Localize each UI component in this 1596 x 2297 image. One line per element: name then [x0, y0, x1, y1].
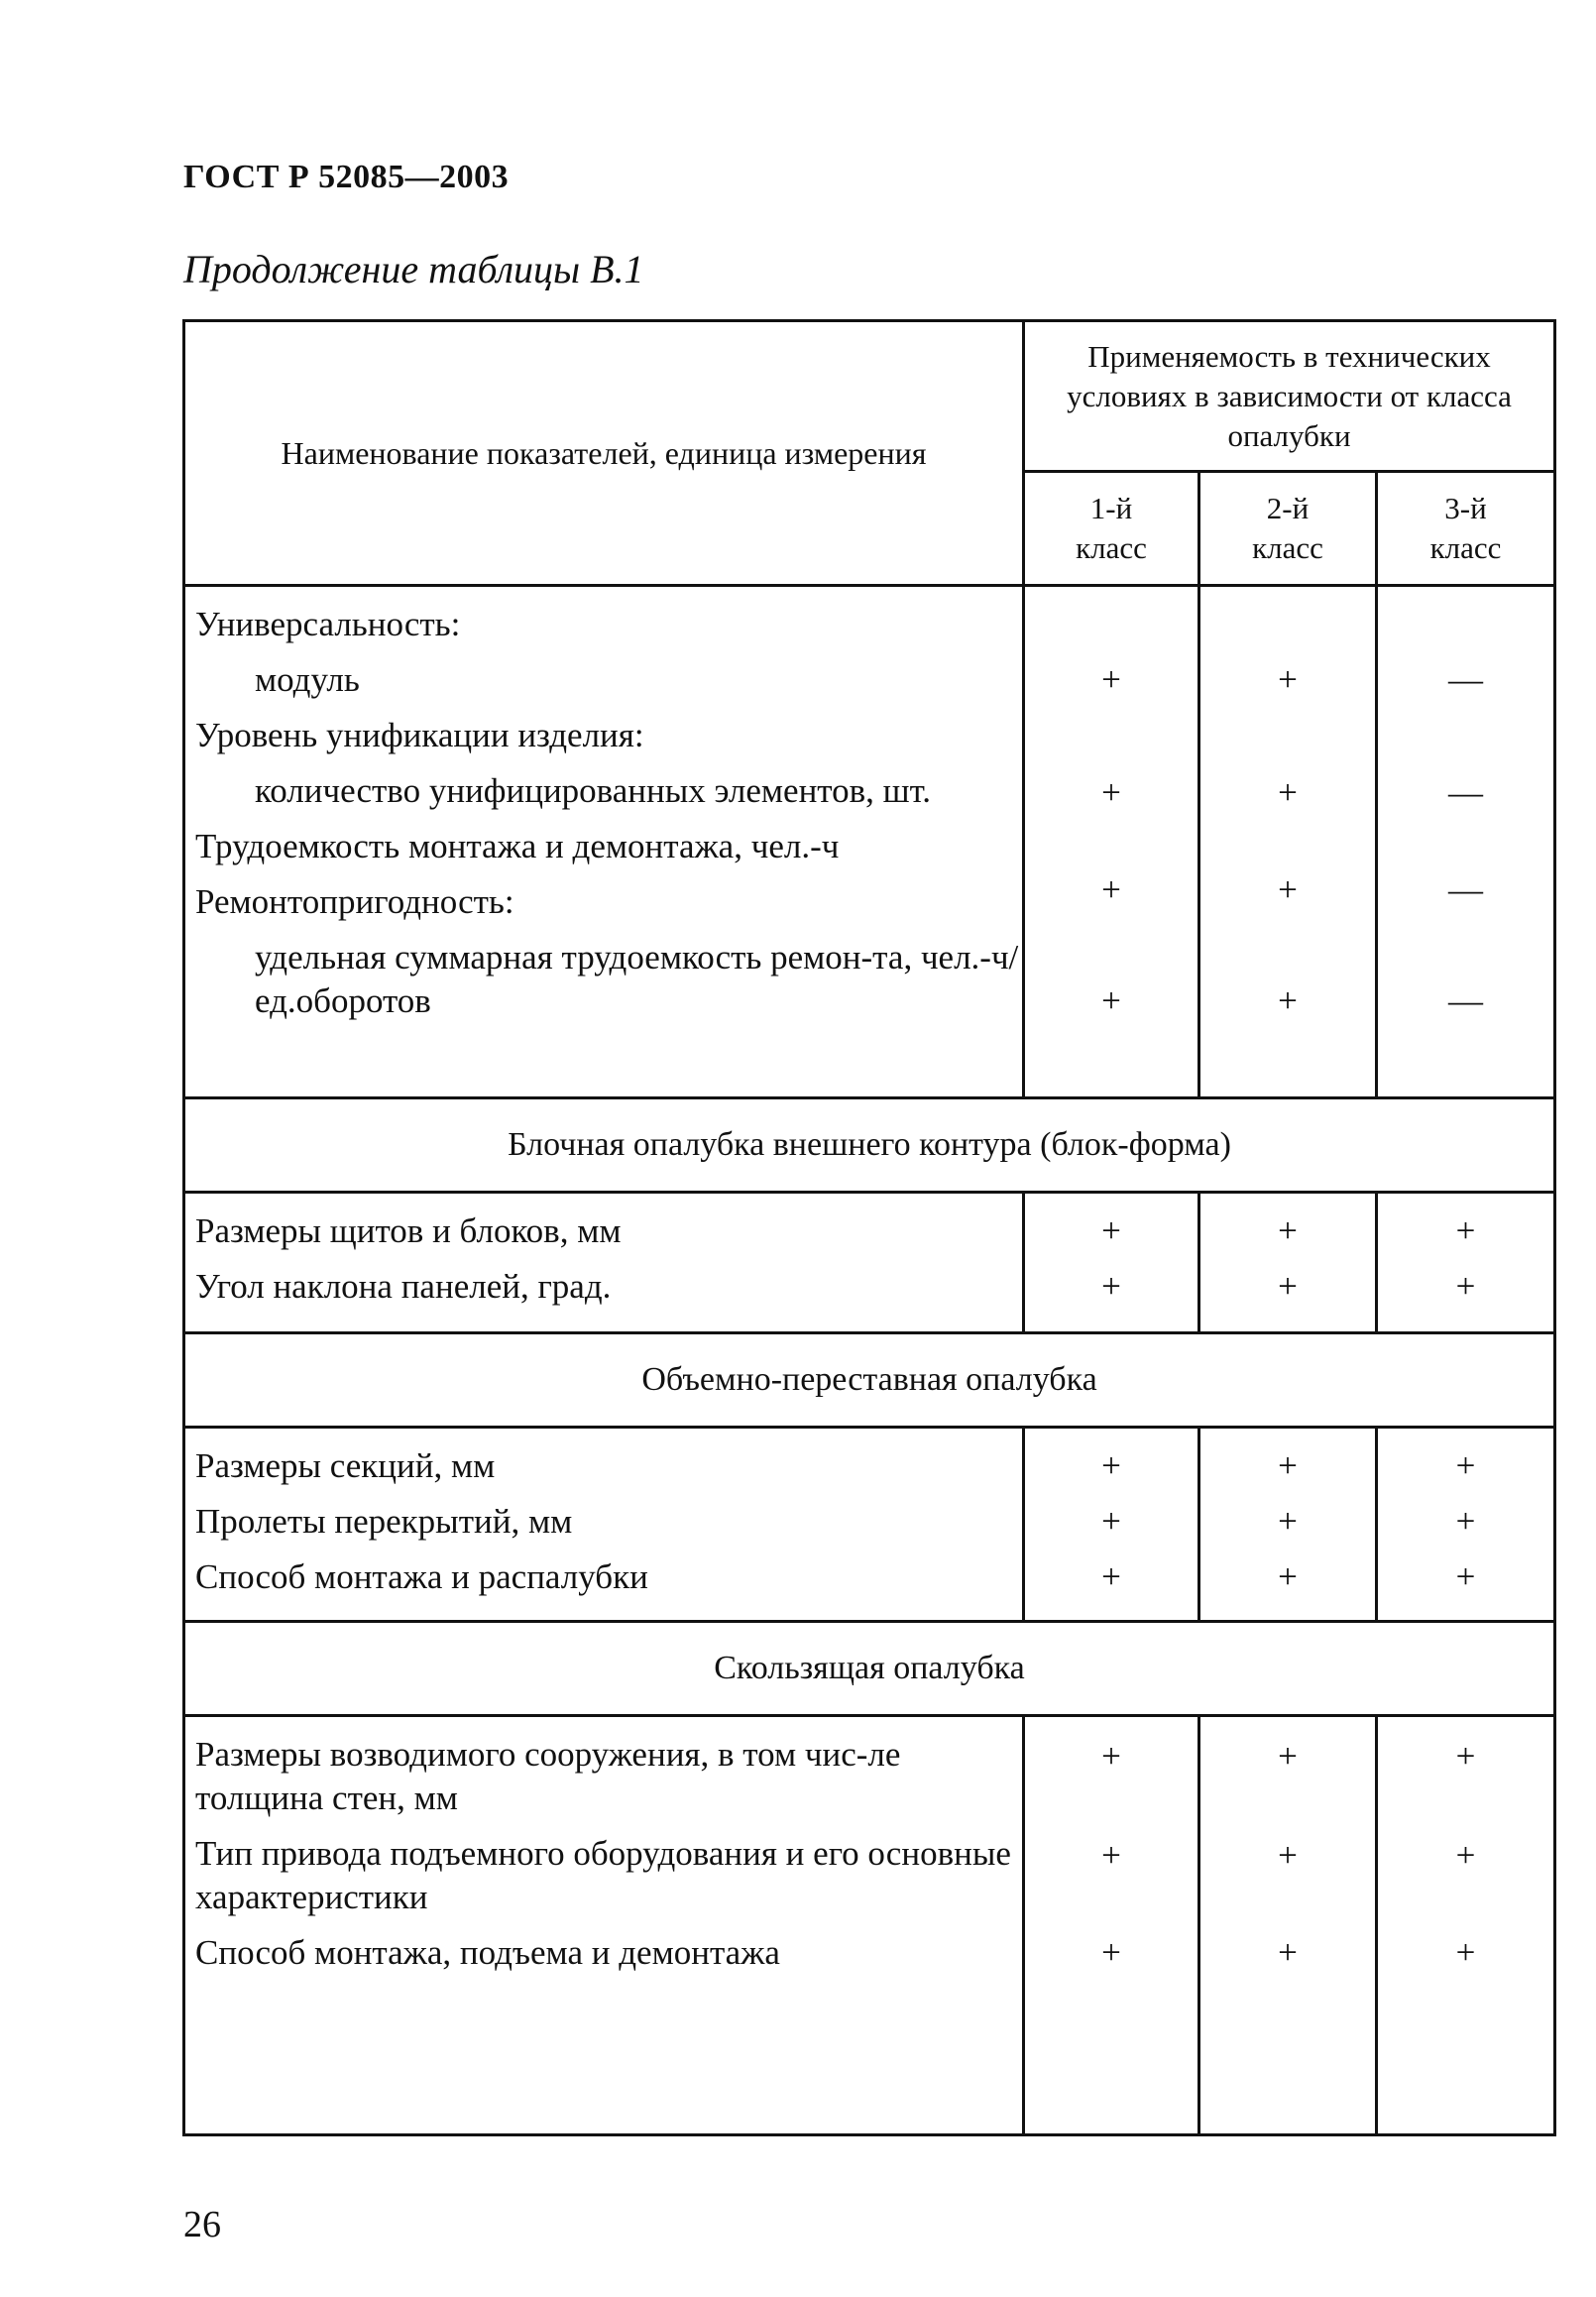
group-volume-class-3 [1377, 1428, 1555, 1622]
row-label: Размеры щитов и блоков, мм [195, 1211, 622, 1250]
applicability-mark: + [1101, 870, 1121, 909]
header-class-3: 3-й класс [1377, 472, 1555, 586]
section-title-volume-formwork: Объемно-переставная опалубка [184, 1333, 1555, 1428]
applicability-mark: + [1278, 660, 1298, 699]
applicability-mark: + [1455, 1557, 1476, 1596]
section-title-block-formwork: Блочная опалубка внешнего контура (блок-форма) [184, 1098, 1555, 1193]
row-label: Способ монтажа и распалубки [195, 1557, 648, 1596]
applicability-mark: + [1278, 1737, 1298, 1776]
row-label: Угол наклона панелей, град. [195, 1267, 612, 1306]
applicability-mark: + [1101, 1737, 1121, 1776]
applicability-mark: + [1455, 1211, 1476, 1250]
applicability-mark: + [1101, 1557, 1121, 1596]
row-label: Способ монтажа, подъема и демонтажа [195, 1933, 780, 1972]
header-applicability: Применяемость в технических условиях в зависимости от класса опалубки [1024, 321, 1555, 472]
group-general-class-2 [1199, 586, 1377, 1098]
applicability-mark: — [1448, 773, 1483, 812]
applicability-mark: — [1448, 981, 1483, 1020]
header-class-2: 2-й класс [1199, 472, 1377, 586]
applicability-mark: + [1455, 1737, 1476, 1776]
group-sliding-class-2 [1199, 1716, 1377, 2135]
applicability-mark: — [1448, 660, 1483, 699]
applicability-mark: + [1101, 981, 1121, 1020]
applicability-mark: + [1101, 1267, 1121, 1306]
applicability-mark: + [1455, 1502, 1476, 1541]
applicability-mark: — [1448, 870, 1483, 909]
group-volume-formwork [184, 1428, 1555, 1622]
row-label: удельная суммарная трудоемкость ремон-та, чел.-ч/ед.оборотов [255, 938, 1019, 1020]
group-block-names [184, 1193, 1024, 1333]
applicability-mark: + [1455, 1836, 1476, 1875]
applicability-mark: + [1101, 1211, 1121, 1250]
group-block-class-3 [1377, 1193, 1555, 1333]
applicability-mark: + [1278, 1267, 1298, 1306]
applicability-mark: + [1278, 1211, 1298, 1250]
applicability-mark: + [1278, 1557, 1298, 1596]
applicability-mark: + [1455, 1446, 1476, 1485]
header-class-1: 1-й класс [1024, 472, 1199, 586]
row-label: Трудоемкость монтажа и демонтажа, чел.-ч [195, 827, 840, 865]
applicability-mark: + [1278, 1836, 1298, 1875]
group-volume-names [184, 1428, 1024, 1622]
group-volume-class-1 [1024, 1428, 1199, 1622]
specification-table [182, 319, 1556, 2136]
page-number: 26 [183, 2204, 221, 2245]
group-sliding-class-1 [1024, 1716, 1199, 2135]
group-sliding-formwork [184, 1716, 1555, 2135]
group-general-names [184, 586, 1024, 1098]
header-indicator-name: Наименование показателей, единица измерения [184, 321, 1024, 586]
row-label: Пролеты перекрытий, мм [195, 1502, 573, 1541]
applicability-mark: + [1101, 773, 1121, 812]
group-block-formwork [184, 1193, 1555, 1333]
row-label: Размеры возводимого сооружения, в том чис-ле толщина стен, мм [195, 1735, 901, 1817]
applicability-mark: + [1278, 870, 1298, 909]
row-label: Тип привода подъемного оборудования и его основные характеристики [195, 1834, 1011, 1916]
group-block-class-1 [1024, 1193, 1199, 1333]
group-sliding-names [184, 1716, 1024, 2135]
table-caption: Продолжение таблицы В.1 [183, 247, 644, 291]
row-label: количество унифицированных элементов, шт. [255, 771, 932, 810]
applicability-mark: + [1101, 1836, 1121, 1875]
row-label: модуль [255, 660, 360, 699]
row-label: Ремонтопригодность: [195, 882, 514, 921]
group-volume-class-2 [1199, 1428, 1377, 1622]
applicability-mark: + [1455, 1267, 1476, 1306]
row-label: Размеры секций, мм [195, 1446, 496, 1485]
applicability-mark: + [1101, 660, 1121, 699]
applicability-mark: + [1101, 1446, 1121, 1485]
applicability-mark: + [1101, 1502, 1121, 1541]
applicability-mark: + [1101, 1933, 1121, 1972]
applicability-mark: + [1278, 981, 1298, 1020]
applicability-mark: + [1455, 1933, 1476, 1972]
section-title-sliding-formwork: Скользящая опалубка [184, 1622, 1555, 1716]
applicability-mark: + [1278, 1446, 1298, 1485]
standard-code: ГОСТ Р 52085—2003 [183, 159, 510, 195]
group-general [184, 586, 1555, 1098]
applicability-mark: + [1278, 1502, 1298, 1541]
row-label: Уровень унификации изделия: [195, 716, 644, 754]
applicability-mark: + [1278, 1933, 1298, 1972]
applicability-mark: + [1278, 773, 1298, 812]
group-block-class-2 [1199, 1193, 1377, 1333]
row-label: Универсальность: [195, 605, 461, 643]
group-general-class-1 [1024, 586, 1199, 1098]
group-sliding-class-3 [1377, 1716, 1555, 2135]
group-general-class-3 [1377, 586, 1555, 1098]
